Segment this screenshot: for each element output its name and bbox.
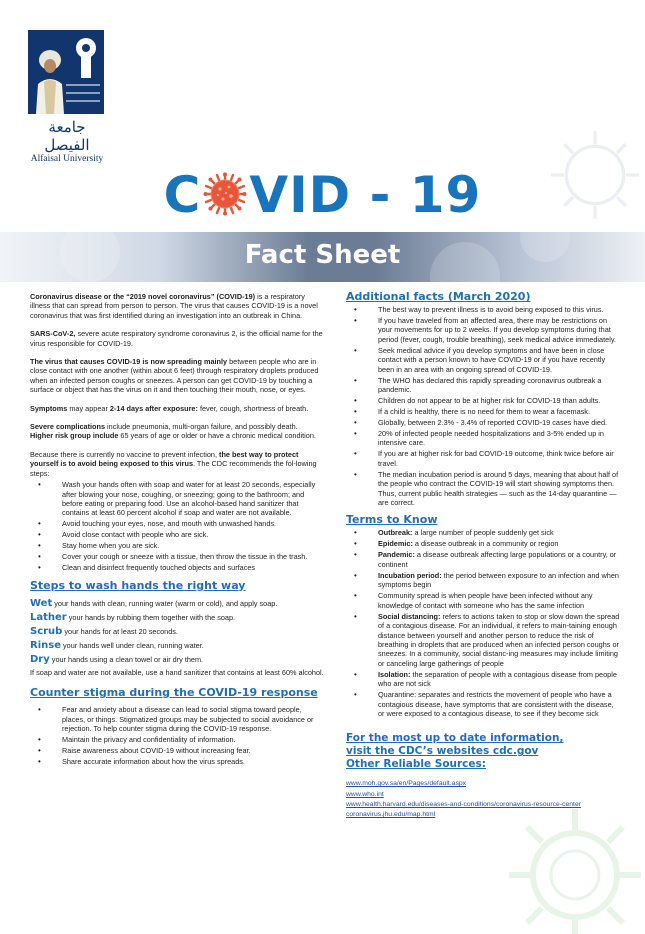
title-part-1: C — [163, 166, 202, 224]
list-item: • Avoid close contact with people who are sick. — [30, 530, 326, 539]
risk-group-paragraph: Higher risk group include 65 years of age or older or have a chronic medical condition. — [30, 431, 316, 441]
stigma-heading: Counter stigma during the COVID-19 response — [30, 686, 318, 700]
spread-paragraph: The virus that causes COVID-19 is now spreading mainly between people who are in close contact with one another (within about 6 feet) through respiratory droplets produced when an infected person coughs or sneezes. A person can get COVID-19 by touching a surface or object that has the virus on it and then touching their mouth, nose, or eyes. — [30, 357, 319, 395]
list-item: • The best way to prevent illness is to avoid being exposed to this virus. — [346, 305, 622, 314]
facts-list — [346, 305, 622, 507]
logo-english-name: Alfaisal University — [30, 154, 104, 164]
list-item: • Isolation: the separation of people with a contagious disease from people who are not sick — [346, 670, 622, 689]
complications-paragraph: Severe complications include pneumonia, multi-organ failure, and possibly death. — [30, 422, 298, 432]
virus-icon — [203, 172, 247, 216]
list-item: • Incubation period: the period between exposure to an infection and when symptoms begin — [346, 571, 622, 590]
other-sources-heading: Other Reliable Sources: — [346, 758, 486, 771]
list-item: • Clean and disinfect frequently touched objects and surfaces — [30, 563, 326, 572]
intro-paragraph: Coronavirus disease or the “2019 novel coronavirus” (COVID-19) is a respiratory illness that can spread from person to person. The virus that causes COVID-19 is a novel coronavirus that was first identified during an investigation into an outbreak in China. — [30, 292, 318, 320]
list-item: • Community spread is when people have been infected without any knowledge of contact with someone who has the same infection — [346, 591, 622, 610]
title-part-2: VID - 19 — [249, 166, 482, 224]
list-item: • If you are at higher risk for bad COVID-19 outcome, think twice before air travel. — [346, 449, 622, 468]
list-item: • Stay home when you are sick. — [30, 541, 326, 550]
list-item: • Children do not appear to be at higher risk for COVID-19 than adults. — [346, 396, 622, 405]
list-item: • Outbreak: a large number of people suddenly get sick — [346, 528, 622, 537]
wash-step: Wet your hands with clean, running water (warm or cold), and apply soap. — [30, 597, 278, 609]
list-item: • Wash your hands often with soap and water for at least 20 seconds, especially after blowing your nose, coughing, or sneezing; going to the bathroom; and before eating or preparing food. Use an alcohol-based hand sanitizer that contains at least 60 percent alcohol if soap and water are not available. — [30, 480, 326, 518]
list-item: • The median incubation period is around 5 days, meaning that about half of the people who contract the COVID-19 will start showing symptoms then. Thus, current public health strategies — such as the 14-day quarantine — are correct. — [346, 470, 622, 508]
link-moh[interactable]: www.moh.gov.sa/en/Pages/default.aspx — [346, 780, 467, 788]
list-item: • Share accurate information about how the virus spreads. — [30, 757, 326, 766]
banner-title: Fact Sheet — [244, 240, 401, 270]
list-item: • Seek medical advice if you develop symptoms and have been in close contact with a person known to have COVID-19 or if you have recently been in an area with an ongoing spread of COVID-19. — [346, 346, 622, 374]
wash-step: Rinse your hands well under clean, running water. — [30, 639, 204, 651]
list-item: • Avoid touching your eyes, nose, and mouth with unwashed hands. — [30, 519, 326, 528]
right-column — [346, 290, 622, 820]
list-item: • 20% of infected people needed hospitalizations and 3-5% ended up in intensive care. — [346, 429, 622, 448]
cdc-line-2[interactable]: visit the CDC’s websites cdc.gov — [346, 745, 539, 758]
list-item: • Social distancing: refers to actions taken to stop or slow down the spread of a contagious disease. For an individual, it refers to main-taining enough distance between yourself and another person to reduce the risk of breathing in droplets that are produced when an infected person coughs or sneezes. In a community, social distanc-ing measures may include limiting or canceling large gatherings of people — [346, 612, 622, 668]
stigma-list — [30, 705, 326, 766]
university-logo — [28, 30, 106, 164]
link-harvard[interactable]: www.health.harvard.edu/diseases-and-conditions/coronavirus-resource-center — [346, 800, 581, 808]
wash-step: Dry your hands using a clean towel or air dry them. — [30, 653, 204, 665]
wash-step: Lather your hands by rubbing them together with the soap. — [30, 611, 236, 623]
cdc-info — [346, 732, 622, 771]
link-jhu[interactable]: coronavirus.jhu.edu/map.html — [346, 810, 436, 818]
additional-facts-heading: Additional facts (March 2020) — [346, 290, 531, 303]
terms-heading: Terms to Know — [346, 513, 438, 527]
cdc-line-1: For the most up to date information, — [346, 732, 564, 745]
list-item: • Quarantine: separates and restricts the movement of people who have a contagious disease, have symptoms that are consistent with the disease, or were exposed to a contagious disease, to see if they become sick — [346, 690, 622, 718]
list-item: • Cover your cough or sneeze with a tissue, then throw the tissue in the trash. — [30, 552, 326, 561]
logo-emblem — [28, 30, 104, 114]
list-item: • Raise awareness about COVID-19 without increasing fear. — [30, 746, 326, 755]
prevention-steps-list — [30, 480, 326, 573]
symptoms-paragraph: Symptoms may appear 2-14 days after exposure: fever, cough, shortness of breath. — [30, 403, 309, 413]
list-item: • If a child is healthy, there is no need for them to wear a facemask. — [346, 407, 622, 416]
list-item: • The WHO has declared this rapidly spreading coronavirus outbreak a pandemic. — [346, 376, 622, 395]
wash-hands-heading: Steps to wash hands the right way — [30, 578, 246, 592]
list-item: • Globally, between 2.3% - 3.4% of reported COVID-19 cases have died. — [346, 418, 622, 427]
page-title — [0, 166, 645, 224]
sanitizer-note: If soap and water are not available, use a hand sanitizer that contains at least 60% alcohol. — [30, 667, 324, 677]
prevention-paragraph: Because there is currently no vaccine to prevent infection, the best way to protect yourself is to avoid being exposed to this virus. The CDC recommends the fol-lowing steps: — [30, 449, 317, 478]
list-item: • If you have traveled from an affected area, there may be restrictions on your movements for up to 2 weeks. If you develop symptoms during that period (fever, cough, trouble breathing), seek medical advice immediately. — [346, 316, 622, 344]
terms-list — [346, 528, 622, 718]
list-item: • Fear and anxiety about a disease can lead to social stigma toward people, places, or things. Stigmatized groups may be subjected to social avoidance or rejection. To help counter stigma during the COVID-19 response. — [30, 705, 326, 733]
list-item: • Maintain the privacy and confidentiality of information. — [30, 735, 326, 744]
keyhole-icon — [74, 38, 98, 78]
left-column — [30, 292, 326, 772]
portrait-illustration — [32, 44, 68, 114]
list-item: • Pandemic: a disease outbreak affecting large populations or a country, or continent — [346, 550, 622, 569]
wash-step: Scrub your hands for at least 20 seconds. — [30, 625, 178, 637]
logo-arabic-name: جامعة الفيصل — [44, 118, 90, 154]
sources-links — [346, 779, 622, 820]
fact-sheet-banner — [0, 232, 645, 282]
list-item: • Epidemic: a disease outbreak in a community or region — [346, 539, 622, 548]
sars-paragraph: SARS-CoV-2, severe acute respiratory syndrome coronavirus 2, is the official name for the virus responsible for COVID-19. — [30, 329, 323, 348]
logo-decorative-lines — [66, 84, 100, 108]
link-who[interactable]: www.who.int — [346, 790, 384, 798]
